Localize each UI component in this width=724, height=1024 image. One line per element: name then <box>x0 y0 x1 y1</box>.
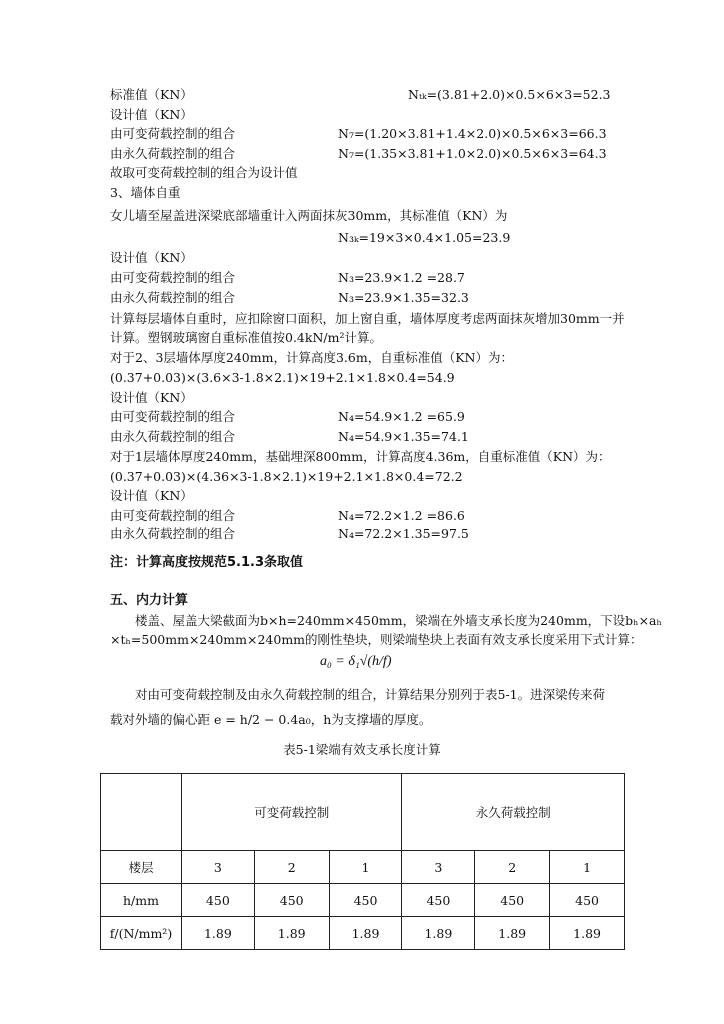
table-cell: 2 <box>475 851 550 884</box>
note: 注：计算高度按规范5.1.3条取值 <box>110 555 304 570</box>
line-label: 由永久荷载控制的组合 <box>110 526 236 541</box>
bearing-length-table <box>100 773 625 950</box>
table-row <box>101 884 625 917</box>
table-row <box>101 851 625 884</box>
line-label: (0.37+0.03)×(4.36×3-1.8×2.1)×19+2.1×1.8×0.4=72.2 <box>110 469 463 484</box>
table-cell: 1.89 <box>475 917 550 950</box>
line-label: 由可变荷载控制的组合 <box>110 409 236 424</box>
line-label: 对于1层墙体厚度240mm，基础埋深800mm，计算高度4.36m，自重标准值（KN）为： <box>110 449 611 464</box>
line-label: 女儿墙至屋盖进深梁底部墙重计入两面抹灰30mm，其标准值（KN）为 <box>110 208 508 223</box>
group-header-variable: 可变荷载控制 <box>181 774 402 851</box>
table-cell: 1.89 <box>550 917 625 950</box>
table-cell: 1 <box>329 851 402 884</box>
paragraph-line: 对由可变荷载控制及由永久荷载控制的组合，计算结果分别列于表5-1。进深梁传来荷 <box>110 687 606 702</box>
row-label: h/mm <box>101 884 182 917</box>
line-label: 由可变荷载控制的组合 <box>110 270 236 285</box>
line-value: N₃=23.9×1.2 =28.7 <box>338 270 465 285</box>
section-title: 五、内力计算 <box>110 593 189 608</box>
paragraph-line: 载对外墙的偏心距 e = h/2 − 0.4a₀，h为支撑墙的厚度。 <box>110 712 432 727</box>
table-cell: 450 <box>402 884 475 917</box>
line-label: 由永久荷载控制的组合 <box>110 290 236 305</box>
table-cell: 450 <box>475 884 550 917</box>
line-label: 由永久荷载控制的组合 <box>110 429 236 444</box>
row-label: f/(N/mm²) <box>101 917 182 950</box>
formula: a₀ = δ₁√(h/f) <box>320 654 392 669</box>
table-cell: 450 <box>550 884 625 917</box>
line-label: 设计值（KN） <box>110 488 193 503</box>
line-value: Nₜₖ=(3.81+2.0)×0.5×6×3=52.3 <box>408 87 611 102</box>
paragraph-line: ×tₕ=500mm×240mm×240mm的刚性垫块，则梁端垫块上表面有效支承长度采用下式计算： <box>110 632 643 647</box>
table-cell: 450 <box>254 884 329 917</box>
table-cell: 450 <box>181 884 254 917</box>
line-value: N₃ₖ=19×3×0.4×1.05=23.9 <box>338 230 511 245</box>
line-label: 计算。塑钢玻璃窗自重标准值按0.4kN/m²计算。 <box>110 330 382 345</box>
table-cell: 1.89 <box>329 917 402 950</box>
line-label: 对于2、3层墙体厚度240mm，计算高度3.6m，自重标准值（KN）为： <box>110 350 513 365</box>
table-header-row <box>101 774 625 851</box>
line-label: 设计值（KN） <box>110 390 193 405</box>
row-label: 楼层 <box>101 851 182 884</box>
line-label: 标准值（KN） <box>110 87 193 102</box>
line-label: 设计值（KN） <box>110 107 193 122</box>
table-cell: 2 <box>254 851 329 884</box>
line-value: N₄=54.9×1.35=74.1 <box>338 429 469 444</box>
table-cell: 450 <box>329 884 402 917</box>
line-label: 由永久荷载控制的组合 <box>110 146 236 161</box>
table-cell: 3 <box>402 851 475 884</box>
line-label: 由可变荷载控制的组合 <box>110 508 236 523</box>
line-label: 计算每层墙体自重时，应扣除窗口面积，加上窗自重，墙体厚度考虑两面抹灰增加30mm一并 <box>110 311 625 326</box>
line-label: 设计值（KN） <box>110 250 193 265</box>
table-cell: 1.89 <box>402 917 475 950</box>
table-corner-cell <box>101 774 182 851</box>
paragraph-line: 楼盖、屋盖大梁截面为b×h=240mm×450mm，梁端在外墙支承长度为240mm，下设bₕ×aₕ <box>110 613 662 628</box>
line-label: 由可变荷载控制的组合 <box>110 126 236 141</box>
line-label: (0.37+0.03)×(3.6×3-1.8×2.1)×19+2.1×1.8×0.4=54.9 <box>110 370 455 385</box>
table-cell: 1.89 <box>181 917 254 950</box>
table-cell: 1 <box>550 851 625 884</box>
line-value: N₄=72.2×1.2 =86.6 <box>338 508 465 523</box>
line-value: N₄=54.9×1.2 =65.9 <box>338 409 465 424</box>
line-value: N₇=(1.20×3.81+1.4×2.0)×0.5×6×3=66.3 <box>338 126 607 141</box>
table-cell: 3 <box>181 851 254 884</box>
table-caption: 表5-1梁端有效支承长度计算 <box>283 742 441 757</box>
line-value: N₇=(1.35×3.81+1.0×2.0)×0.5×6×3=64.3 <box>338 146 607 161</box>
group-header-permanent: 永久荷载控制 <box>402 774 625 851</box>
line-label: 3、墙体自重 <box>110 185 181 200</box>
line-value: N₄=72.2×1.35=97.5 <box>338 526 469 541</box>
table-cell: 1.89 <box>254 917 329 950</box>
line-label: 故取可变荷载控制的组合为设计值 <box>110 165 298 180</box>
table-row <box>101 917 625 950</box>
line-value: N₃=23.9×1.35=32.3 <box>338 290 469 305</box>
